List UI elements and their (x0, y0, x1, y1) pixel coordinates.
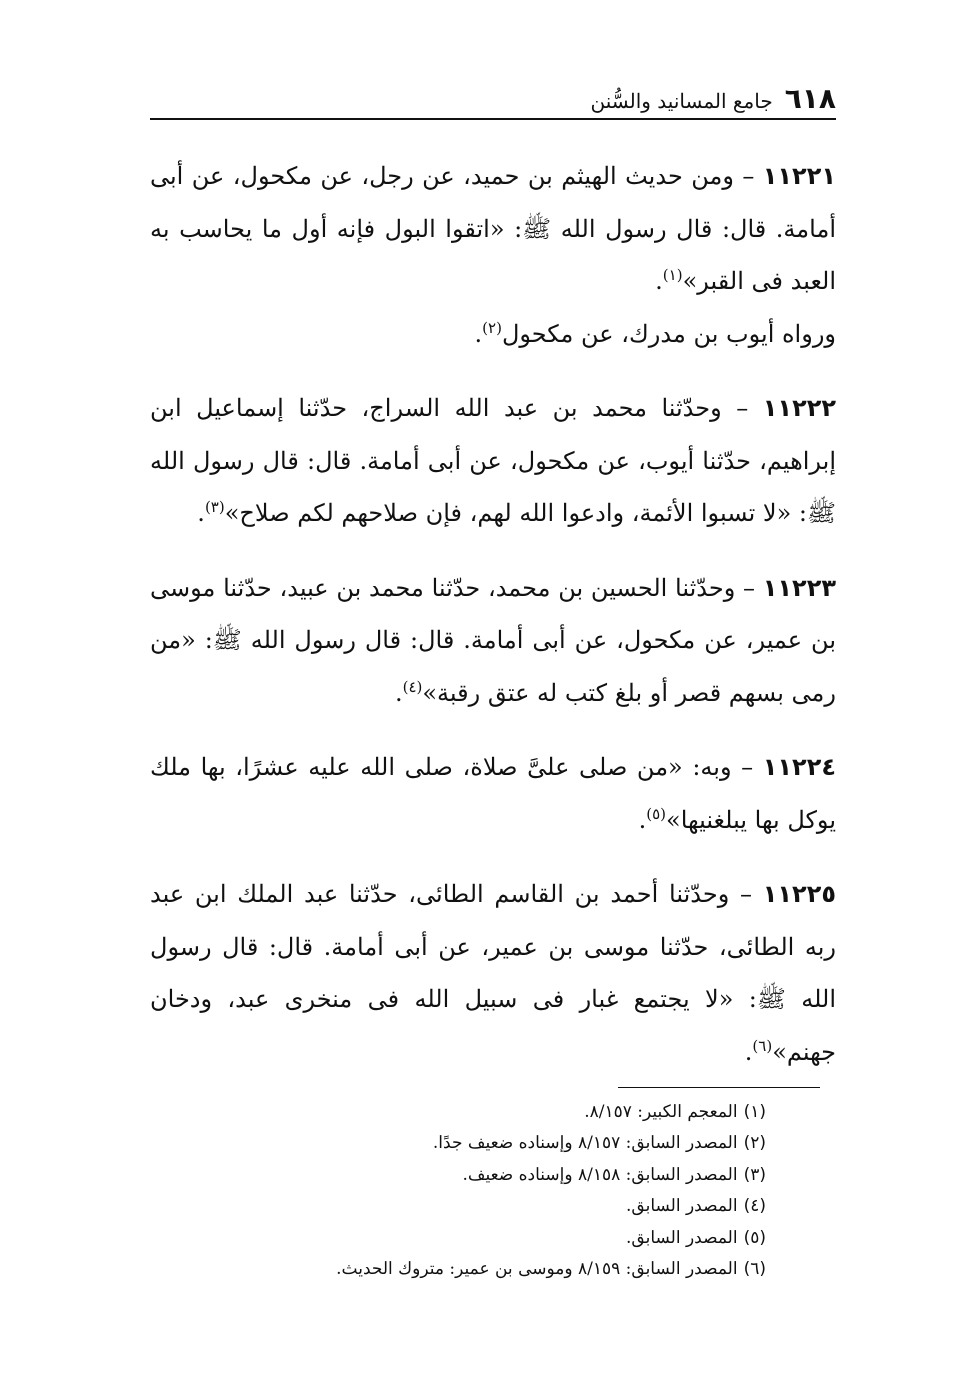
footnote (150, 1254, 766, 1285)
footnote (150, 1128, 766, 1159)
footnote-number: (٦) (743, 1259, 766, 1280)
hadith-text: – ومن حديث الهيثم بن حميد، عن رجل، عن مكحول، عن أبى أمامة. قال: قال رسول الله ﷺ: «اتقوا البول فإنه أول ما يحاسب به العبد فى القبر» (150, 162, 836, 295)
hadith-end: . (744, 1037, 753, 1066)
footnote (150, 1097, 766, 1128)
hadith-text: ورواه أيوب بن مدرك، عن مكحول (501, 319, 836, 348)
hadith-number: ١١٢٢٥ (762, 880, 836, 908)
running-title: جامع المسانيد والسُّنن (590, 89, 773, 113)
hadith-number: ١١٢٢٣ (762, 573, 836, 602)
footnote-text: المعجم الكبير: ٨/١٥٧. (584, 1102, 738, 1122)
hadith-entry (150, 150, 836, 308)
hadith-entry (150, 741, 836, 846)
page-number: ٦١٨ (784, 82, 836, 115)
footnotes (150, 1097, 766, 1285)
footnote-text: المصدر السابق: ٨/١٥٩ وموسى بن عمير: متروك الحديث. (336, 1259, 738, 1280)
hadith-end: . (474, 319, 483, 348)
footnote-ref: (٣) (204, 498, 225, 516)
footnote (150, 1191, 766, 1222)
page-header (150, 70, 836, 116)
footnote-ref: (١) (662, 266, 683, 284)
hadith-end: . (394, 678, 403, 707)
hadith-text: – وحدّثنا أحمد بن القاسم الطائى، حدّثنا عبد الملك ابن عبد ربه الطائى، حدّثنا موسى بن عمير، عن أبى أمامة. قال: قال رسول الله ﷺ: «لا يجتمع غبار فى سبيل الله فى منخرى عبد، ودخان جهنم» (150, 880, 836, 1066)
footnote-text: المصدر السابق. (626, 1227, 738, 1248)
footnote-ref: (٦) (752, 1036, 773, 1055)
footnote-text: المصدر السابق. (626, 1196, 738, 1217)
hadith-number: ١١٢٢٤ (762, 753, 836, 781)
footnote-number: (٤) (743, 1196, 766, 1217)
footnote-number: (٢) (743, 1133, 766, 1154)
footnote (150, 1223, 766, 1254)
hadith-text: – وحدّثنا محمد بن عبد الله السراج، حدّثنا إسماعيل ابن إبراهيم، حدّثنا أيوب، عن مكحول، عن أبى أمامة. قال: قال رسول الله ﷺ: «لا تسبوا الأئمة، وادعوا الله لهم، فإن صلاحهم لكم صلاح» (150, 394, 836, 527)
footnote-ref: (٢) (482, 318, 502, 337)
hadith-entry (150, 308, 836, 361)
main-text (150, 150, 836, 1078)
hadith-entry (150, 382, 836, 540)
footnote-ref: (٥) (646, 804, 667, 823)
hadith-number: ١١٢٢١ (762, 162, 836, 190)
hadith-text: – وحدّثنا الحسين بن محمد، حدّثنا محمد بن عبيد، حدّثنا موسى بن عمير، عن مكحول، عن أبى أمامة. قال: قال رسول الله ﷺ: «من رمى بسهم قصر أو بلغ كتب له عتق رقبة» (150, 573, 836, 707)
header-rule (150, 118, 836, 120)
footnote-number: (٥) (743, 1227, 766, 1248)
hadith-text: – وبه: «من صلى علىَّ صلاة، صلى الله عليه عشرًا، بها ملك يوكل بها يبلغنيها» (150, 753, 836, 834)
hadith-end: . (655, 267, 663, 295)
footnote-rule (618, 1087, 820, 1088)
footnote-number: (٣) (743, 1164, 766, 1185)
footnote-text: المصدر السابق: ٨/١٥٧ وإسناده ضعيف جدًا. (432, 1133, 738, 1154)
footnote-ref: (٤) (402, 677, 423, 696)
hadith-entry (150, 562, 836, 720)
footnote-number: (١) (743, 1102, 766, 1122)
footnote (150, 1160, 766, 1191)
hadith-end: . (197, 499, 205, 527)
hadith-number: ١١٢٢٢ (762, 394, 837, 422)
footnote-text: المصدر السابق: ٨/١٥٨ وإسناده ضعيف. (462, 1164, 738, 1185)
hadith-end: . (638, 805, 647, 834)
hadith-entry (150, 868, 836, 1078)
